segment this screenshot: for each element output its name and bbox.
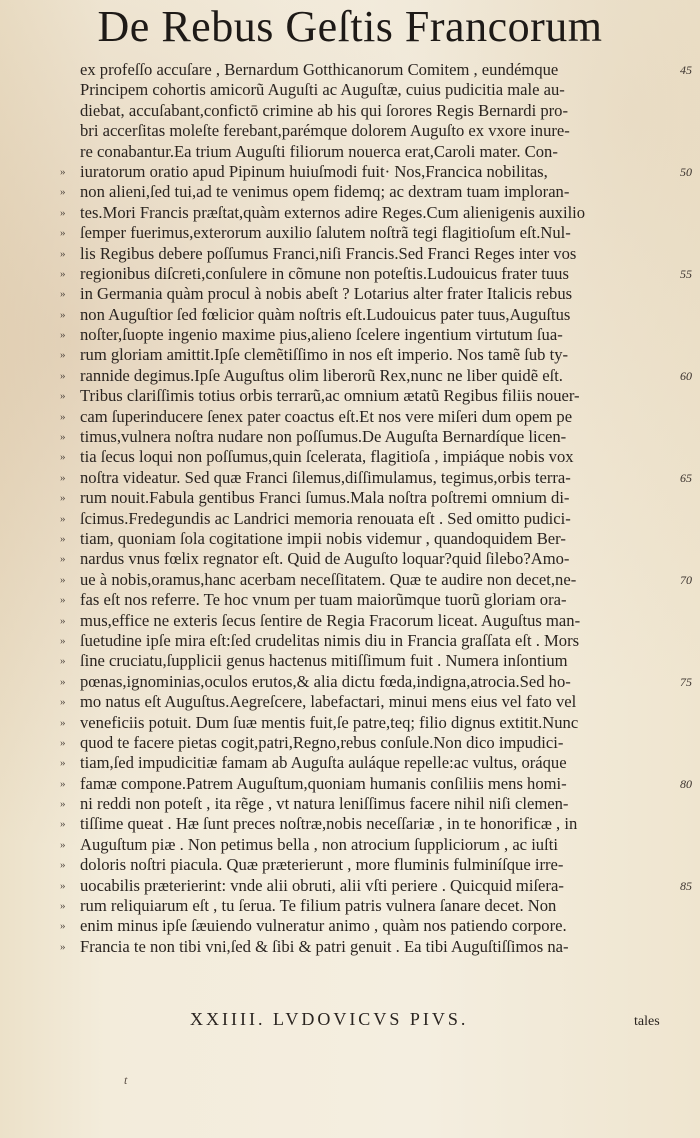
line-number: 70 <box>680 572 692 587</box>
text-line <box>60 630 670 651</box>
line-text: iuratorum oratio apud Pipinum huiuſmodi fuit· Nos,Francica nobilitas, <box>80 161 548 181</box>
text-line <box>60 834 670 855</box>
text-line <box>60 916 670 936</box>
catchword: tales <box>634 1014 660 1029</box>
quotation-mark: » <box>60 696 66 709</box>
text-line <box>60 467 692 488</box>
line-number: 85 <box>680 878 692 893</box>
page-title: De Rebus Geſtis Francorum <box>97 2 603 51</box>
quotation-mark: » <box>60 594 66 607</box>
line-number: 60 <box>680 368 692 383</box>
margin-mark: t <box>124 1073 128 1087</box>
quotation-mark: » <box>60 818 66 831</box>
text-line <box>60 427 670 447</box>
quotation-mark: » <box>60 614 66 627</box>
line-text: Principem cohortis amicorũ Auguſti ac Auguſtæ, cuius pudicitia male au- <box>80 80 565 100</box>
text-line <box>60 712 670 733</box>
quotation-mark: » <box>60 186 66 199</box>
quotation-mark: » <box>60 777 66 790</box>
line-text: re conabantur.Ea trium Auguſti filiorum nouerca erat,Caroli mater. Con- <box>80 141 558 161</box>
quotation-mark: » <box>60 451 66 464</box>
text-line <box>60 528 670 549</box>
quotation-mark: » <box>60 859 66 872</box>
text-line <box>60 202 670 223</box>
quotation-mark: » <box>60 512 66 525</box>
text-body <box>60 60 692 957</box>
text-line <box>60 325 670 345</box>
line-text: ue à nobis,oramus,hanc acerbam neceſſitatem. Quæ te audire non decet,ne- <box>80 569 577 589</box>
text-line <box>60 243 670 264</box>
quotation-mark: » <box>60 940 66 953</box>
text-line <box>60 773 692 794</box>
quotation-mark: » <box>60 492 66 505</box>
line-text: lis Regibus debere poſſumus Franci,niſi Francis.Sed Franci Reges inter vos <box>80 243 577 263</box>
line-text: tes.Mori Francis præſtat,quàm externos adire Reges.Cum alienigenis auxilio <box>80 202 586 222</box>
line-text: ex profeſſo accuſare , Bernardum Gotthicanorum Comitem , eundémque <box>80 60 559 79</box>
line-text: ſemper fuerimus,exterorum auxilio ſalutem noſtrã tegi flagitioſum eſt.Nul- <box>80 223 571 243</box>
text-line <box>60 692 670 712</box>
line-text: rannide degimus.Ipſe Auguſtus olim liberorũ Rex,nunc ne liber quidẽ eſt. <box>80 365 563 385</box>
quotation-mark: » <box>60 532 66 545</box>
quotation-mark: » <box>60 736 66 749</box>
text-line <box>60 936 670 957</box>
line-text: diebat, accuſabant,confictō crimine ab his qui ſorores Regis Bernardi pro- <box>80 100 568 120</box>
line-text: pœnas,ignominias,oculos erutos,& alia dictu fœda,indigna,atrocia.Sed ho- <box>80 671 571 691</box>
text-line <box>60 569 692 590</box>
quotation-mark: » <box>60 675 66 688</box>
text-line <box>60 182 670 202</box>
quotation-mark: » <box>60 879 66 892</box>
line-text: ni reddi non poteſt , ita rẽge , vt natura leniſſimus facere nihil niſi clemen- <box>80 794 569 814</box>
quotation-mark: » <box>60 920 66 933</box>
line-text: ſine cruciatu,ſupplicii genus hactenus mitiſſimum fuit . Numera inſontium <box>80 651 568 671</box>
line-text: in Germania quàm procul à nobis abeſt ? Lotarius alter frater Italicis rebus <box>80 284 573 304</box>
line-text: tia ſecus loqui non poſſumus,quin ſcelerata, flagitioſa , impiáque nobis vox <box>80 447 574 467</box>
text-line <box>80 121 670 141</box>
line-text: rum gloriam amittit.Ipſe clemẽtiſſimo in nos eſt imperio. Nos tamẽ ſub ty- <box>80 345 569 365</box>
line-number: 75 <box>680 674 692 689</box>
line-text: noſter,ſuopte ingenio maxime pius,alieno ſcelere ingentium virtutum ſua- <box>80 325 563 345</box>
line-text: non Auguſtior ſed fœlicior quàm noſtris eſt.Ludouicus pater tuus,Auguſtus <box>80 304 571 324</box>
line-text: quod te facere pietas cogit,patri,Regno,rebus conſule.Non dico impudici- <box>80 732 564 752</box>
quotation-mark: » <box>60 716 66 729</box>
line-text: mo natus eſt Auguſtus.Aegreſcere, labefactari, minui mens eius vel fato vel <box>80 692 577 712</box>
line-text: tiſſime queat . Hæ ſunt preces noſtræ,nobis neceſſariæ , in te honorificæ , in <box>80 814 578 834</box>
quotation-mark: » <box>60 798 66 811</box>
text-line <box>60 610 670 631</box>
line-text: ſuetudine ipſe mira eſt:ſed crudelitas nimis diu in Francia graſſata eſt . Mors <box>80 630 580 650</box>
line-text: cam ſuperinducere ſenex pater coactus eſt.Et nos vere miſeri dum opem pe <box>80 406 573 426</box>
quotation-mark: » <box>60 573 66 586</box>
text-line <box>60 590 670 610</box>
chapter-heading: XXIIII. LVDOVICVS PIVS. <box>190 1009 469 1029</box>
text-line <box>60 345 670 365</box>
quotation-mark: » <box>60 247 66 260</box>
line-text: nardus vnus fœlix regnator eſt. Quid de Auguſto loquar?quid ſilebo?Amo- <box>80 549 570 569</box>
line-number: 80 <box>680 776 692 791</box>
text-line <box>60 753 670 773</box>
text-line <box>80 101 670 121</box>
quotation-mark: » <box>60 634 66 647</box>
text-line <box>60 732 670 753</box>
line-text: Tribus clariſſimis totius orbis terrarũ,ac omnium ætatũ Regibus filiis nouer- <box>80 386 580 406</box>
quotation-mark: » <box>60 165 66 178</box>
quotation-mark: » <box>60 655 66 668</box>
quotation-mark: » <box>60 390 66 403</box>
text-line <box>60 651 670 671</box>
line-number: 55 <box>680 266 692 281</box>
quotation-mark: » <box>60 349 66 362</box>
quotation-mark: » <box>60 553 66 566</box>
quotation-mark: » <box>60 410 66 423</box>
quotation-mark: » <box>60 471 66 484</box>
text-line <box>60 284 670 304</box>
text-line <box>60 814 670 834</box>
text-line <box>60 875 692 896</box>
text-line <box>60 447 670 467</box>
line-number: 50 <box>680 164 692 179</box>
line-text: tiam,ſed impudicitiæ famam ab Auguſta auláque repelle:ac vultus, oráque <box>80 753 567 773</box>
text-line <box>80 80 670 100</box>
quotation-mark: » <box>60 308 66 321</box>
text-line <box>60 386 670 406</box>
quotation-mark: » <box>60 431 66 444</box>
line-text: uocabilis præterierint: vnde alii obruti, alii vſti periere . Quicquid miſera- <box>80 875 564 895</box>
line-text: tiam, quoniam ſola cogitatione impii nobis videmur , quandoquidem Ber- <box>80 528 566 548</box>
text-line <box>60 794 670 814</box>
text-line <box>80 60 692 80</box>
text-line <box>60 488 670 508</box>
line-number: 65 <box>680 470 692 485</box>
quotation-mark: » <box>60 288 66 301</box>
line-number: 45 <box>680 63 692 77</box>
line-text: regionibus diſcreti,conſulere in cõmune non poteſtis.Ludouicus frater tuus <box>80 263 569 283</box>
line-text: veneficiis potuit. Dum ſuæ mentis fuit,ſe patre,teq; filio dignus extitit.Nunc <box>80 712 579 732</box>
quotation-mark: » <box>60 838 66 851</box>
line-text: doloris noſtri piacula. Quæ præterierunt , more fluminis fulminíſque irre- <box>80 855 564 875</box>
line-text: rum reliquiarum eſt , tu ſerua. Te filium patris vulnera ſanare decet. Non <box>80 896 557 916</box>
text-line <box>60 549 670 569</box>
line-text: non alieni,ſed tui,ad te venimus opem fidemq; ac dextram tuam imploran- <box>80 182 570 202</box>
quotation-mark: » <box>60 329 66 342</box>
text-line <box>60 508 670 529</box>
text-line <box>60 304 670 325</box>
text-line <box>60 365 692 386</box>
text-line <box>60 161 692 182</box>
line-text: famæ compone.Patrem Auguſtum,quoniam humanis conſiliis mens homi- <box>80 773 567 793</box>
text-line <box>60 263 692 284</box>
line-text: enim minus ipſe ſæuiendo vulneratur animo , quàm nos patiendo corpore. <box>80 916 567 936</box>
line-text: mus,effice ne exteris ſecus ſentire de Regia Fracorum liceat. Auguſtus man- <box>80 610 581 630</box>
line-text: bri accerſitas moleſte ferebant,parémque dolorem Auguſto ex vxore inure- <box>80 121 570 141</box>
text-line <box>80 142 670 162</box>
line-text: noſtra videatur. Sed quæ Franci ſilemus,diſſimulamus, tegimus,orbis terra- <box>80 467 571 487</box>
quotation-mark: » <box>60 369 66 382</box>
line-text: fas eſt nos referre. Te hoc vnum per tuam maiorũmque tuorũ gloriam ora- <box>80 590 567 610</box>
quotation-mark: » <box>60 757 66 770</box>
line-text: Francia te non tibi vni,ſed & ſibi & patri genuit . Ea tibi Auguſtiſſimos na- <box>80 936 569 956</box>
quotation-mark: » <box>60 206 66 219</box>
line-text: Auguſtum piæ . Non petimus bella , non atrocium ſuppliciorum , ac iuſti <box>80 834 558 854</box>
text-line <box>60 406 670 427</box>
text-line <box>60 223 670 243</box>
quotation-mark: » <box>60 267 66 280</box>
line-text: rum nouit.Fabula gentibus Franci ſumus.Mala noſtra poſtremi omnium di- <box>80 488 570 508</box>
text-line <box>60 896 670 916</box>
text-line <box>60 855 670 875</box>
line-text: ſcimus.Fredegundis ac Landrici memoria renouata eſt . Sed omitto pudici- <box>80 508 571 528</box>
text-line <box>60 671 692 692</box>
quotation-mark: » <box>60 227 66 240</box>
quotation-mark: » <box>60 900 66 913</box>
line-text: timus,vulnera noſtra nudare non poſſumus.De Auguſta Bernardíque licen- <box>80 427 567 447</box>
